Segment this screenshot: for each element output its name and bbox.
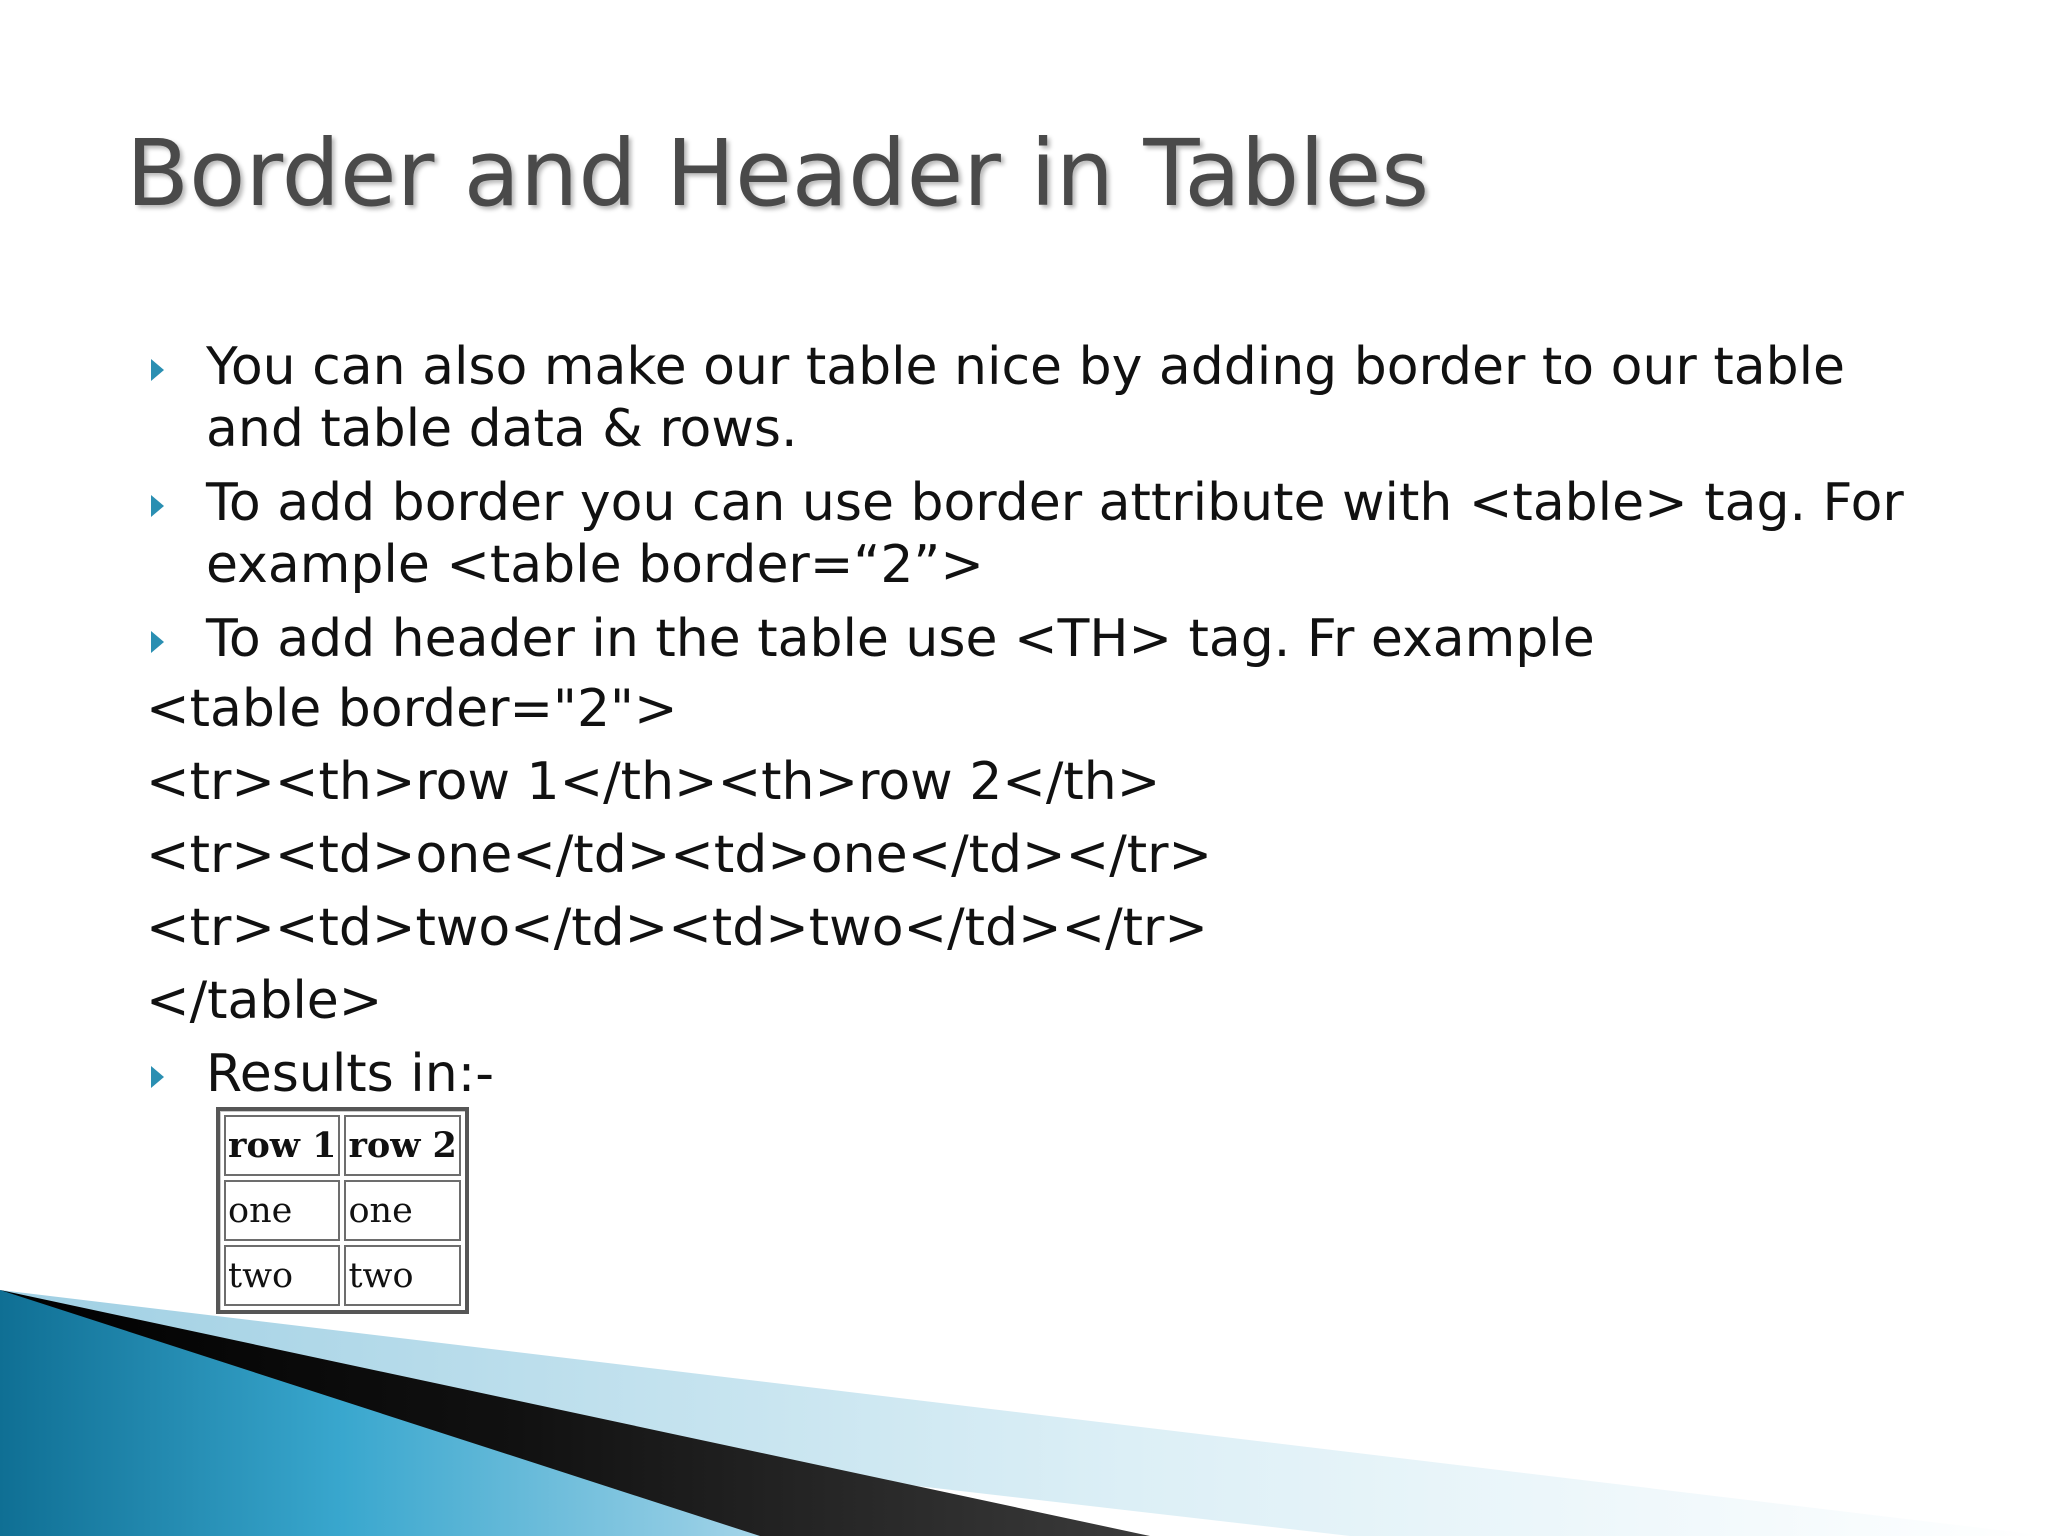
bullet-text: To add border you can use border attribute with <table> tag. For example <table border=“2”>	[206, 473, 1904, 595]
table-cell: two	[224, 1245, 340, 1306]
bullet-item	[146, 472, 1946, 596]
slide-title: Border and Header in Tables	[126, 120, 1430, 227]
slide-content	[146, 336, 1946, 1117]
result-table	[216, 1107, 469, 1314]
table-header-cell: row 2	[344, 1115, 460, 1176]
bullet-item	[146, 336, 1946, 460]
triangle-right-icon	[151, 359, 164, 381]
table-row	[224, 1180, 461, 1241]
triangle-right-icon	[151, 495, 164, 517]
code-line: <tr><th>row 1</th><th>row 2</th>	[146, 752, 1161, 812]
triangle-right-icon	[151, 631, 164, 653]
table-header-row	[224, 1115, 461, 1176]
code-line: <table border="2">	[146, 679, 678, 739]
bullet-item	[146, 608, 1946, 670]
table-header-cell: row 1	[224, 1115, 340, 1176]
code-line: <tr><td>one</td><td>one</td></tr>	[146, 825, 1213, 885]
code-line: </table>	[146, 971, 383, 1031]
bullet-text: You can also make our table nice by adding border to our table and table data & rows.	[206, 337, 1846, 459]
bullet-text: To add header in the table use <TH> tag. Fr example	[206, 609, 1595, 669]
bullet-text: Results in:-	[206, 1044, 494, 1104]
table-cell: two	[344, 1245, 460, 1306]
table-cell: one	[344, 1180, 460, 1241]
bullet-item	[146, 1043, 1946, 1105]
code-line: <tr><td>two</td><td>two</td></tr>	[146, 898, 1208, 958]
triangle-right-icon	[151, 1066, 164, 1088]
decorative-wave	[0, 1290, 2048, 1536]
table-cell: one	[224, 1180, 340, 1241]
